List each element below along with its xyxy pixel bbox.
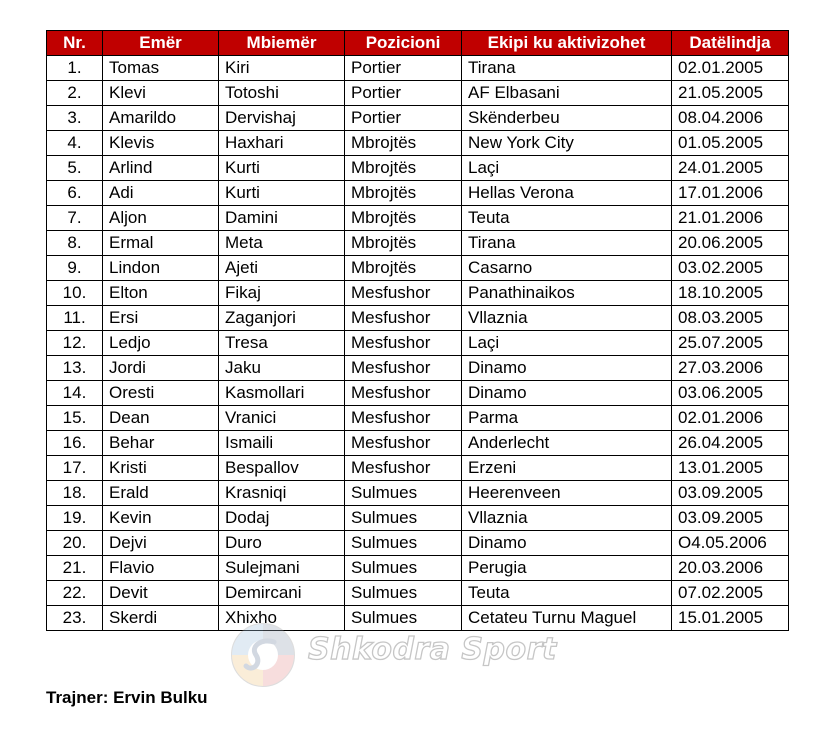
- cell-team: Anderlecht: [462, 431, 672, 456]
- table-row: [47, 131, 789, 156]
- cell-number: 23.: [47, 606, 103, 631]
- cell-last-name: Xhixho: [219, 606, 345, 631]
- column-header: Datëlindja: [672, 31, 789, 56]
- cell-first-name: Flavio: [103, 556, 219, 581]
- cell-team: Casarno: [462, 256, 672, 281]
- cell-number: 13.: [47, 356, 103, 381]
- shkodra-sport-watermark: [228, 620, 598, 690]
- table-row: [47, 431, 789, 456]
- cell-first-name: Devit: [103, 581, 219, 606]
- cell-birthdate: 27.03.2006: [672, 356, 789, 381]
- cell-birthdate: 13.01.2005: [672, 456, 789, 481]
- cell-last-name: Kasmollari: [219, 381, 345, 406]
- table-row: [47, 331, 789, 356]
- cell-number: 18.: [47, 481, 103, 506]
- cell-position: Mesfushor: [345, 331, 462, 356]
- cell-birthdate: 03.02.2005: [672, 256, 789, 281]
- cell-first-name: Lindon: [103, 256, 219, 281]
- cell-last-name: Demircani: [219, 581, 345, 606]
- cell-team: Parma: [462, 406, 672, 431]
- cell-birthdate: 21.05.2005: [672, 81, 789, 106]
- cell-first-name: Behar: [103, 431, 219, 456]
- cell-position: Mesfushor: [345, 456, 462, 481]
- cell-first-name: Amarildo: [103, 106, 219, 131]
- table-body: [47, 56, 789, 631]
- cell-number: 3.: [47, 106, 103, 131]
- cell-number: 1.: [47, 56, 103, 81]
- cell-last-name: Bespallov: [219, 456, 345, 481]
- cell-first-name: Arlind: [103, 156, 219, 181]
- cell-first-name: Ermal: [103, 231, 219, 256]
- cell-number: 16.: [47, 431, 103, 456]
- cell-last-name: Damini: [219, 206, 345, 231]
- cell-last-name: Ismaili: [219, 431, 345, 456]
- cell-last-name: Haxhari: [219, 131, 345, 156]
- column-header: Emër: [103, 31, 219, 56]
- cell-first-name: Adi: [103, 181, 219, 206]
- cell-last-name: Meta: [219, 231, 345, 256]
- column-header: Pozicioni: [345, 31, 462, 56]
- cell-team: Dinamo: [462, 381, 672, 406]
- cell-last-name: Krasniqi: [219, 481, 345, 506]
- cell-birthdate: 25.07.2005: [672, 331, 789, 356]
- cell-number: 15.: [47, 406, 103, 431]
- cell-number: 4.: [47, 131, 103, 156]
- table-row: [47, 381, 789, 406]
- cell-position: Mesfushor: [345, 281, 462, 306]
- cell-number: 7.: [47, 206, 103, 231]
- cell-position: Mbrojtës: [345, 181, 462, 206]
- cell-team: Dinamo: [462, 531, 672, 556]
- cell-birthdate: 02.01.2005: [672, 56, 789, 81]
- cell-team: Teuta: [462, 206, 672, 231]
- cell-last-name: Kurti: [219, 181, 345, 206]
- cell-number: 10.: [47, 281, 103, 306]
- cell-position: Sulmues: [345, 606, 462, 631]
- cell-first-name: Klevi: [103, 81, 219, 106]
- cell-team: Dinamo: [462, 356, 672, 381]
- cell-position: Mbrojtës: [345, 131, 462, 156]
- column-header: Nr.: [47, 31, 103, 56]
- cell-last-name: Totoshi: [219, 81, 345, 106]
- watermark-text: Shkodra Sport: [308, 632, 557, 667]
- table-row: [47, 181, 789, 206]
- cell-birthdate: 20.06.2005: [672, 231, 789, 256]
- cell-team: Erzeni: [462, 456, 672, 481]
- cell-team: Cetateu Turnu Maguel: [462, 606, 672, 631]
- cell-last-name: Fikaj: [219, 281, 345, 306]
- cell-number: 8.: [47, 231, 103, 256]
- cell-position: Sulmues: [345, 556, 462, 581]
- table-row: [47, 306, 789, 331]
- shkodra-sport-logo-icon: [228, 620, 298, 690]
- cell-last-name: Tresa: [219, 331, 345, 356]
- cell-number: 17.: [47, 456, 103, 481]
- cell-last-name: Dervishaj: [219, 106, 345, 131]
- table-row: [47, 481, 789, 506]
- table-row: [47, 456, 789, 481]
- cell-position: Sulmues: [345, 481, 462, 506]
- cell-birthdate: 03.06.2005: [672, 381, 789, 406]
- cell-position: Sulmues: [345, 506, 462, 531]
- cell-position: Mesfushor: [345, 431, 462, 456]
- cell-first-name: Ledjo: [103, 331, 219, 356]
- cell-birthdate: 01.05.2005: [672, 131, 789, 156]
- table-row: [47, 156, 789, 181]
- cell-first-name: Dean: [103, 406, 219, 431]
- table-row: [47, 556, 789, 581]
- cell-number: 2.: [47, 81, 103, 106]
- cell-birthdate: 02.01.2006: [672, 406, 789, 431]
- cell-birthdate: 07.02.2005: [672, 581, 789, 606]
- table-row: [47, 231, 789, 256]
- table-row: [47, 206, 789, 231]
- table-row: [47, 506, 789, 531]
- cell-last-name: Kurti: [219, 156, 345, 181]
- cell-team: Laçi: [462, 331, 672, 356]
- cell-position: Mesfushor: [345, 381, 462, 406]
- cell-birthdate: 20.03.2006: [672, 556, 789, 581]
- cell-birthdate: 15.01.2005: [672, 606, 789, 631]
- table-row: [47, 256, 789, 281]
- cell-first-name: Kevin: [103, 506, 219, 531]
- cell-last-name: Duro: [219, 531, 345, 556]
- column-header: Ekipi ku aktivizohet: [462, 31, 672, 56]
- cell-number: 21.: [47, 556, 103, 581]
- cell-position: Mesfushor: [345, 406, 462, 431]
- cell-number: 5.: [47, 156, 103, 181]
- cell-number: 14.: [47, 381, 103, 406]
- cell-team: Skënderbeu: [462, 106, 672, 131]
- table-row: [47, 406, 789, 431]
- cell-number: 19.: [47, 506, 103, 531]
- table-row: [47, 56, 789, 81]
- cell-team: Panathinaikos: [462, 281, 672, 306]
- cell-team: New York City: [462, 131, 672, 156]
- cell-team: Tirana: [462, 56, 672, 81]
- table-row: [47, 81, 789, 106]
- cell-position: Mesfushor: [345, 306, 462, 331]
- table-row: [47, 581, 789, 606]
- cell-birthdate: 03.09.2005: [672, 506, 789, 531]
- cell-last-name: Sulejmani: [219, 556, 345, 581]
- cell-first-name: Erald: [103, 481, 219, 506]
- cell-number: 9.: [47, 256, 103, 281]
- cell-team: Hellas Verona: [462, 181, 672, 206]
- cell-first-name: Dejvi: [103, 531, 219, 556]
- cell-number: 22.: [47, 581, 103, 606]
- cell-last-name: Jaku: [219, 356, 345, 381]
- cell-birthdate: 17.01.2006: [672, 181, 789, 206]
- cell-number: 11.: [47, 306, 103, 331]
- cell-position: Mbrojtës: [345, 231, 462, 256]
- cell-birthdate: 21.01.2006: [672, 206, 789, 231]
- table-row: [47, 281, 789, 306]
- cell-position: Mesfushor: [345, 356, 462, 381]
- cell-position: Sulmues: [345, 531, 462, 556]
- cell-first-name: Klevis: [103, 131, 219, 156]
- cell-position: Mbrojtës: [345, 256, 462, 281]
- cell-birthdate: 03.09.2005: [672, 481, 789, 506]
- cell-first-name: Skerdi: [103, 606, 219, 631]
- cell-team: Teuta: [462, 581, 672, 606]
- cell-position: Mbrojtës: [345, 206, 462, 231]
- cell-position: Portier: [345, 106, 462, 131]
- cell-team: Tirana: [462, 231, 672, 256]
- cell-last-name: Kiri: [219, 56, 345, 81]
- cell-number: 20.: [47, 531, 103, 556]
- cell-birthdate: 26.04.2005: [672, 431, 789, 456]
- cell-first-name: Oresti: [103, 381, 219, 406]
- cell-first-name: Elton: [103, 281, 219, 306]
- cell-last-name: Dodaj: [219, 506, 345, 531]
- cell-first-name: Jordi: [103, 356, 219, 381]
- cell-team: AF Elbasani: [462, 81, 672, 106]
- cell-team: Laçi: [462, 156, 672, 181]
- cell-last-name: Ajeti: [219, 256, 345, 281]
- cell-position: Mbrojtës: [345, 156, 462, 181]
- cell-last-name: Vranici: [219, 406, 345, 431]
- cell-team: Vllaznia: [462, 506, 672, 531]
- cell-number: 12.: [47, 331, 103, 356]
- cell-first-name: Tomas: [103, 56, 219, 81]
- table-header-row: [47, 31, 789, 56]
- cell-birthdate: 08.04.2006: [672, 106, 789, 131]
- table-row: [47, 356, 789, 381]
- cell-first-name: Ersi: [103, 306, 219, 331]
- cell-birthdate: 08.03.2005: [672, 306, 789, 331]
- cell-first-name: Kristi: [103, 456, 219, 481]
- cell-team: Vllaznia: [462, 306, 672, 331]
- cell-position: Portier: [345, 81, 462, 106]
- cell-number: 6.: [47, 181, 103, 206]
- table-row: [47, 531, 789, 556]
- column-header: Mbiemër: [219, 31, 345, 56]
- cell-birthdate: 18.10.2005: [672, 281, 789, 306]
- cell-birthdate: 24.01.2005: [672, 156, 789, 181]
- table-row: [47, 106, 789, 131]
- player-roster-table: [46, 30, 789, 631]
- cell-first-name: Aljon: [103, 206, 219, 231]
- cell-last-name: Zaganjori: [219, 306, 345, 331]
- cell-position: Sulmues: [345, 581, 462, 606]
- cell-birthdate: O4.05.2006: [672, 531, 789, 556]
- coach-label: Trajner: Ervin Bulku: [46, 688, 208, 707]
- cell-team: Perugia: [462, 556, 672, 581]
- cell-team: Heerenveen: [462, 481, 672, 506]
- cell-position: Portier: [345, 56, 462, 81]
